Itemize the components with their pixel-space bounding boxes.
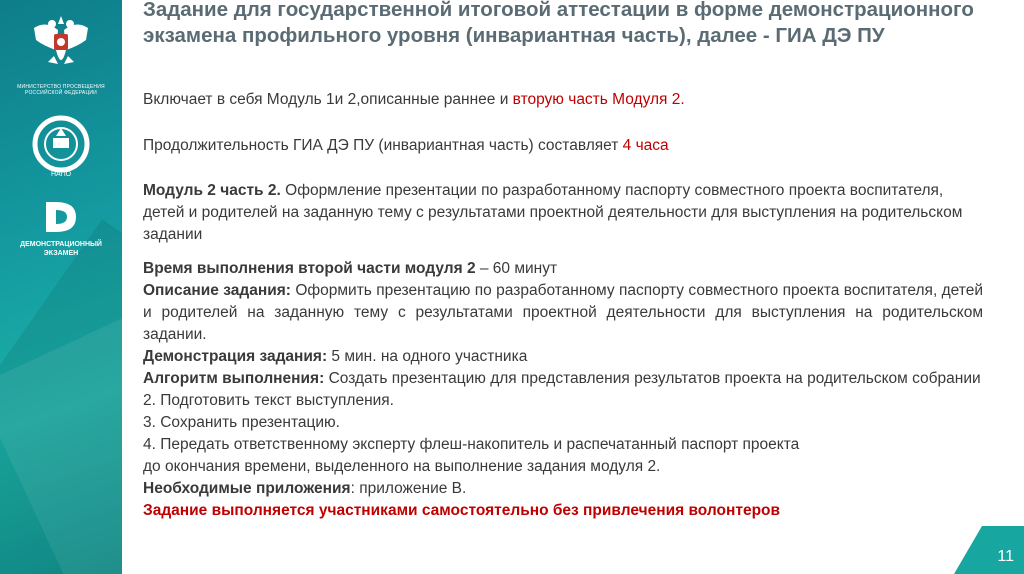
- npo-label: НАПО: [50, 171, 72, 178]
- module-paragraph: Модуль 2 часть 2. Оформление презентации по разработанному паспорту совместного проекта воспитателя, детей и родителей на заданную тему с результатами проектной деятельности для выступления на родительском задании: [143, 182, 963, 243]
- intro-paragraph: Включает в себя Модуль 1и 2,описанные раннее и вторую часть Модуля 2.: [143, 91, 685, 108]
- ministry-label: МИНИСТЕРСТВО ПРОСВЕЩЕНИЯ РОССИЙСКОЙ ФЕДЕРАЦИИ: [17, 84, 105, 96]
- demo-exam-label: ДЕМОНСТРАЦИОННЫЙ ЭКЗАМЕН: [20, 241, 102, 257]
- time-line: Время выполнения второй части модуля 2 – 60 минут: [143, 260, 558, 277]
- step-2: 2. Подготовить текст выступления.: [143, 392, 394, 409]
- page-title: Задание для государственной итоговой аттестации в форме демонстрационного экзамена профильного уровня (инвариантная часть), далее - ГИА ДЭ ПУ: [143, 0, 974, 47]
- duration-paragraph: Продолжительность ГИА ДЭ ПУ (инвариантная часть) составляет 4 часа: [143, 137, 669, 154]
- step-4: 4. Передать ответственному эксперту флеш-накопитель и распечатанный паспорт проекта до окончания времени, выделенного на выполнение задания модуля 2.: [143, 436, 800, 475]
- npo-logo-icon: [26, 110, 96, 182]
- step-3: 3. Сохранить презентацию.: [143, 414, 340, 431]
- demo-exam-logo-icon: [40, 196, 82, 238]
- applications-line: Необходимые приложения: приложение В.: [143, 480, 467, 497]
- description-paragraph: Описание задания: Оформить презентацию по разработанному паспорту совместного проекта воспитателя, детей и родителей на заданную тему с результатами проектной деятельности для выступления на родительском задании.: [143, 282, 983, 343]
- coat-of-arms-icon: [26, 10, 96, 82]
- demonstration-line: Демонстрация задания: 5 мин. на одного участника: [143, 348, 528, 365]
- algorithm-paragraph: Алгоритм выполнения: Создать презентацию для представления результатов проекта на родительском собрании: [143, 370, 981, 387]
- warning-line: Задание выполняется участниками самостоятельно без привлечения волонтеров: [143, 502, 781, 519]
- sidebar: [0, 0, 122, 574]
- page-number: 11: [997, 548, 1014, 565]
- slide-content: [143, 88, 983, 522]
